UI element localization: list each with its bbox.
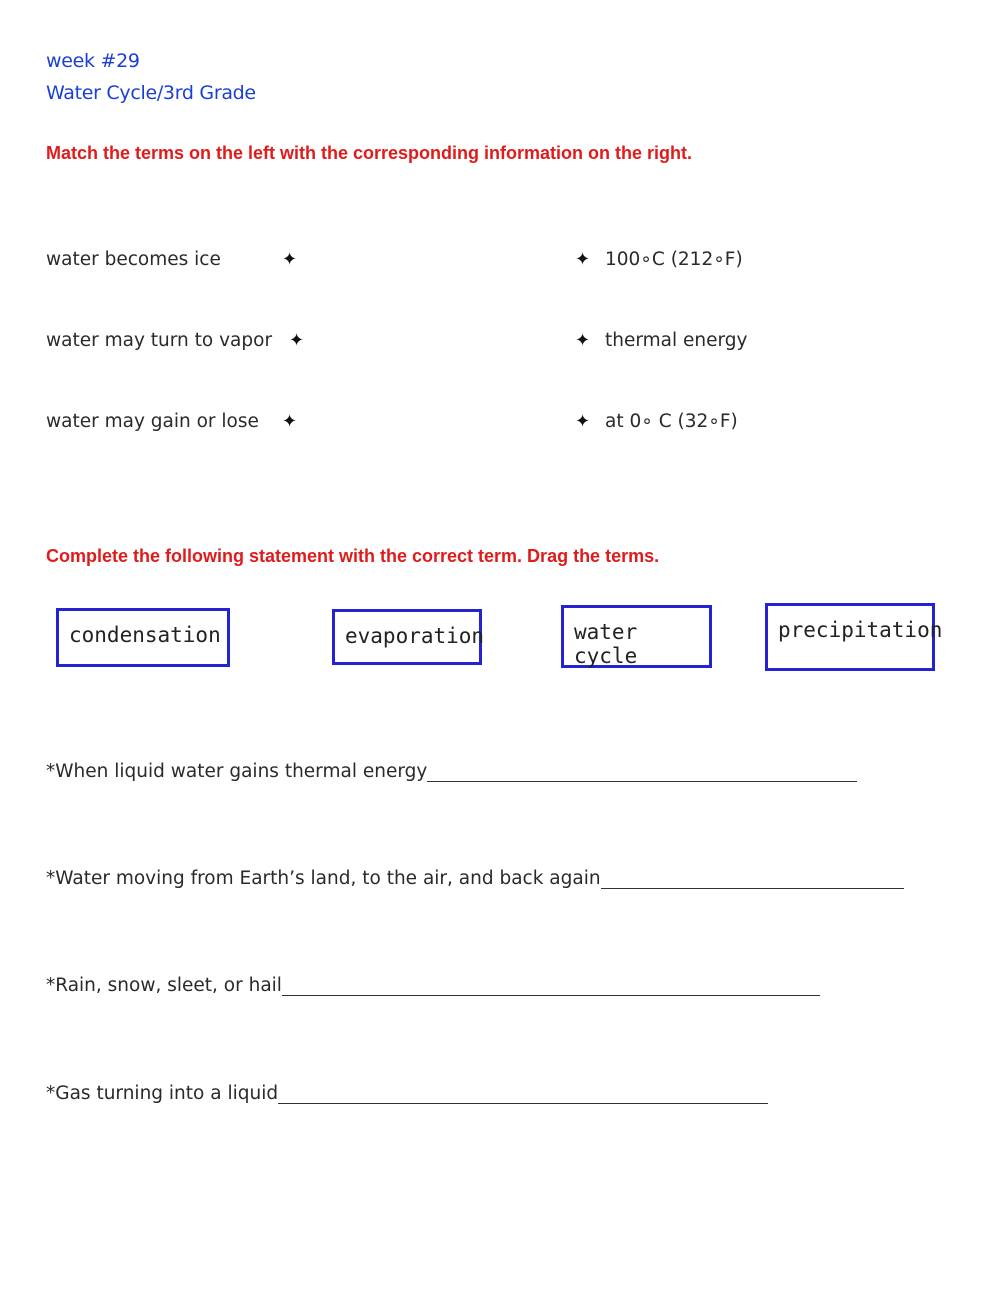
drop-blank[interactable] — [278, 1085, 768, 1104]
term-water-cycle[interactable]: water cycle — [561, 605, 712, 668]
match-left-connector-icon[interactable]: ✦ — [282, 249, 298, 270]
statement-text: *Gas turning into a liquid — [46, 1083, 279, 1104]
match-right-item: thermal energy — [605, 330, 748, 351]
statement-row — [46, 975, 820, 996]
match-left-item: water may gain or lose — [46, 411, 259, 432]
match-right-connector-icon[interactable]: ✦ — [575, 249, 591, 270]
statement-row — [46, 761, 857, 782]
drop-blank[interactable] — [601, 870, 904, 889]
statement-row — [46, 868, 904, 889]
term-condensation[interactable]: condensation — [56, 608, 230, 667]
statement-text: *Rain, snow, sleet, or hail — [46, 975, 282, 996]
term-evaporation[interactable]: evaporation — [332, 609, 482, 665]
week-label: week #29 — [46, 50, 140, 72]
match-instructions: Match the terms on the left with the corresponding information on the right. — [46, 143, 693, 163]
match-right-item: at 0∘ C (32∘F) — [605, 411, 738, 432]
statement-row — [46, 1083, 768, 1104]
match-left-connector-icon[interactable]: ✦ — [282, 411, 298, 432]
match-left-item: water may turn to vapor — [46, 330, 273, 351]
complete-instructions: Complete the following statement with the correct term. Drag the terms. — [46, 546, 660, 566]
match-left-connector-icon[interactable]: ✦ — [289, 330, 305, 351]
term-precipitation[interactable]: precipitation — [765, 603, 935, 671]
statement-text: *Water moving from Earth’s land, to the air, and back again — [46, 868, 601, 889]
drop-blank[interactable] — [427, 763, 857, 782]
drop-blank[interactable] — [282, 977, 820, 996]
match-right-connector-icon[interactable]: ✦ — [575, 330, 591, 351]
match-right-item: 100∘C (212∘F) — [605, 249, 743, 270]
subject-title: Water Cycle/3rd Grade — [46, 82, 256, 104]
statement-text: *When liquid water gains thermal energy — [46, 761, 428, 782]
match-right-connector-icon[interactable]: ✦ — [575, 411, 591, 432]
match-left-item: water becomes ice — [46, 249, 221, 270]
